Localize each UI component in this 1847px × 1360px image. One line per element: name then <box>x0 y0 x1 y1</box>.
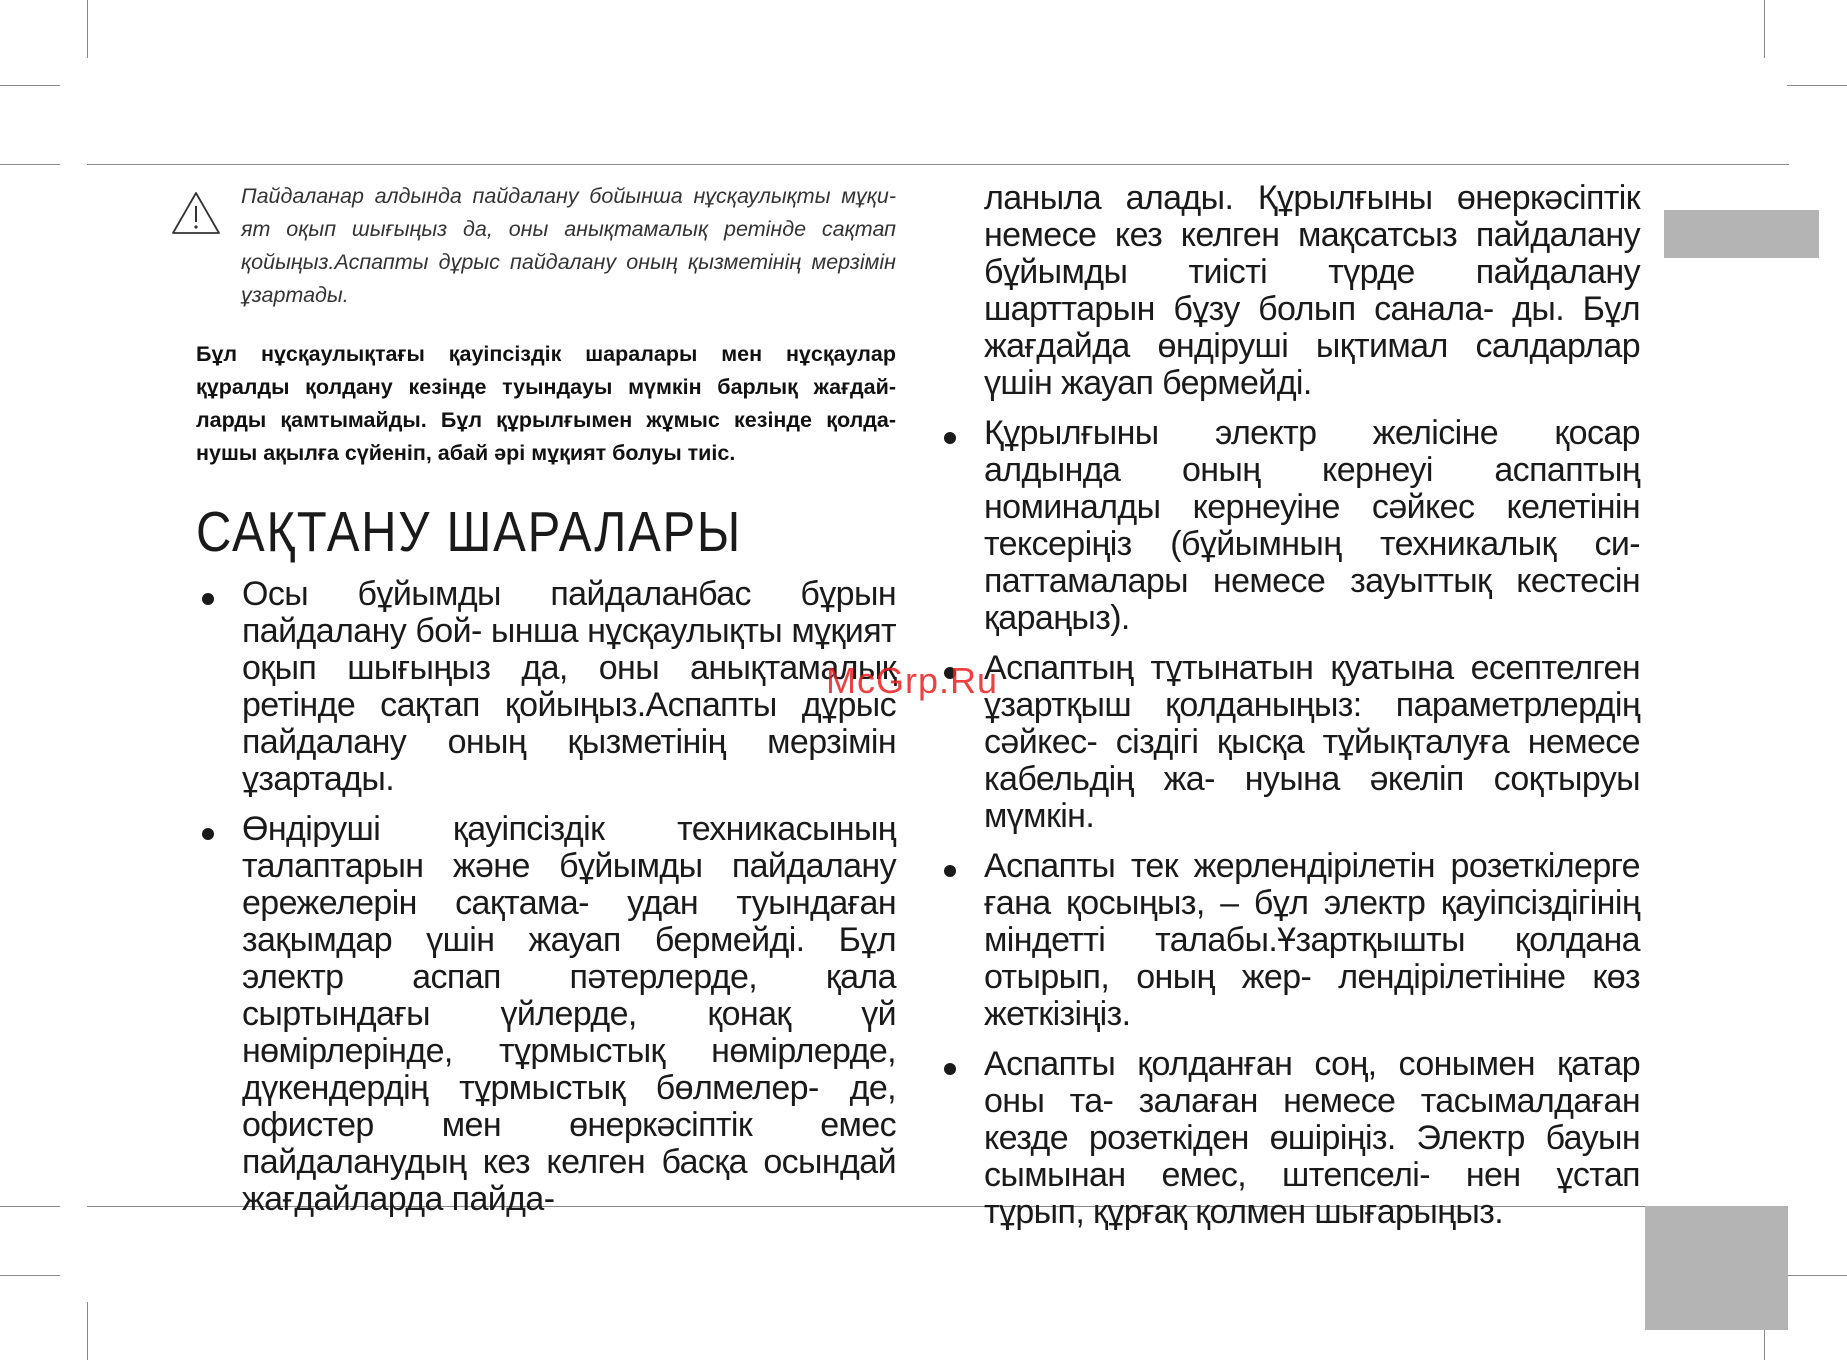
right-bullet-list <box>960 415 1640 1231</box>
crop-mark-top-left <box>87 0 88 58</box>
left-column <box>196 180 896 1231</box>
bullet-item <box>960 415 1640 637</box>
watermark: McGrp.Ru <box>826 660 999 701</box>
bullet-item <box>960 1046 1640 1231</box>
top-rule <box>87 164 1789 165</box>
bullet-text: Өндіруші қауіпсіздік техникасының талаптарын және бұйымды пайдалану ережелерін сақтама- удан туындаған зақымдар үшін жауап бермейді. Бұл электр аспап пәтерлерде, қала сыртындағы үйлерде, қонақ үй нөмірлерінде, тұрмыстық нөмірлерде, дүкендердің тұрмыстық бөлмелер- де, офистер мен өнеркәсіптік емес пайдаланудың кез келген басқа осындай жағдайларда пайда- <box>242 810 896 1218</box>
warning-triangle-icon <box>170 190 222 236</box>
bullet-dot <box>202 593 214 605</box>
warning-text: Пайдаланар алдында пайдалану бойынша нұсқаулықты мұқи- ят оқып шығыңыз да, оны анықтамалық ретінде сақтап қойыңыз.Аспапты дұрыс пайдалану оның қызметінің мерзімін ұзартады. <box>241 184 896 307</box>
bullet-text: Аспапты қолданған соң, сонымен қатар оны та- залаған немесе тасымалдаған кезде розеткіден өшіріңіз. Электр бауын сымынан емес, штепселі- нен ұстап тұрып, құрғақ қолмен шығарыңыз. <box>984 1045 1640 1231</box>
bullet-dot <box>944 1063 956 1075</box>
bullet-dot <box>944 432 956 444</box>
section-title: САҚТАНУ ШАРАЛАРЫ <box>196 500 743 564</box>
bullet-text: Аспапты тек жерлендірілетін розеткілерге ғана қосыңыз, – бұл электр қауіпсіздігінің міндетті талабы.Ұзартқышты қолдана отырып, оның жер- лендірілетініне көз жеткізіңіз. <box>984 847 1640 1033</box>
language-tab <box>1664 210 1819 258</box>
crop-mark-right-bottom <box>1787 1275 1847 1276</box>
bullet-dot <box>944 865 956 877</box>
bullet-text: Құрылғыны электр желісіне қосар алдында оның кернеуі аспаптың номиналды кернеуіне сәйкес келетінін тексеріңіз (бұйымның техникалық си- паттамалары немесе зауыттық кестесін қараңыз). <box>984 414 1640 637</box>
left-bullet-list <box>196 576 896 1218</box>
crop-mark-left-top <box>0 85 60 86</box>
bullet-item <box>960 848 1640 1033</box>
bullet-item <box>196 576 896 798</box>
crop-mark-left-bottom <box>0 1275 60 1276</box>
continued-paragraph: ланыла алады. Құрылғыны өнеркәсіптік немесе кез келген мақсатсыз пайдалану бұйымды тиісті түрде пайдалану шарттарын бұзу болып санала- ды. Бұл жағдайда өндіруші ықтимал салдарлар үшін жауап бермейді. <box>984 179 1640 402</box>
page-number-block <box>1645 1206 1788 1330</box>
crop-mark-top-right <box>1764 0 1765 58</box>
bullet-text: Осы бұйымды пайдаланбас бұрын пайдалану бой- ынша нұсқаулықты мұқият оқып шығыңыз да, оны анықтамалық ретінде сақтап қойыңыз.Аспапты дұрыс пайдалану оның қызметінің мерзімін ұзартады. <box>242 575 896 798</box>
bottom-rule-left <box>0 1206 60 1207</box>
right-column <box>960 180 1640 1244</box>
bullet-dot <box>202 828 214 840</box>
safety-note: Бұл нұсқаулықтағы қауіпсіздік шаралары мен нұсқаулар құралды қолдану кезінде туындауы мүмкін барлық жағдай- ларды қамтымайды. Бұл құрылғымен жұмыс кезінде қолда- нушы ақылға сүйеніп, абай әрі мұқият болуы тиіс. <box>196 342 896 465</box>
crop-mark-bottom-left <box>87 1302 88 1360</box>
top-rule-left <box>0 164 60 165</box>
warning-note <box>196 180 896 312</box>
crop-mark-right-top <box>1787 85 1847 86</box>
bullet-item <box>196 811 896 1218</box>
bullet-text: Аспаптың тұтынатын қуатына есептелген ұзартқыш қолданыңыз: параметрлердің сәйкес- сіздігі қысқа тұйықталуға немесе кабельдің жа- нуына әкеліп соқтыруы мүмкін. <box>984 649 1640 835</box>
bullet-item <box>960 650 1640 835</box>
